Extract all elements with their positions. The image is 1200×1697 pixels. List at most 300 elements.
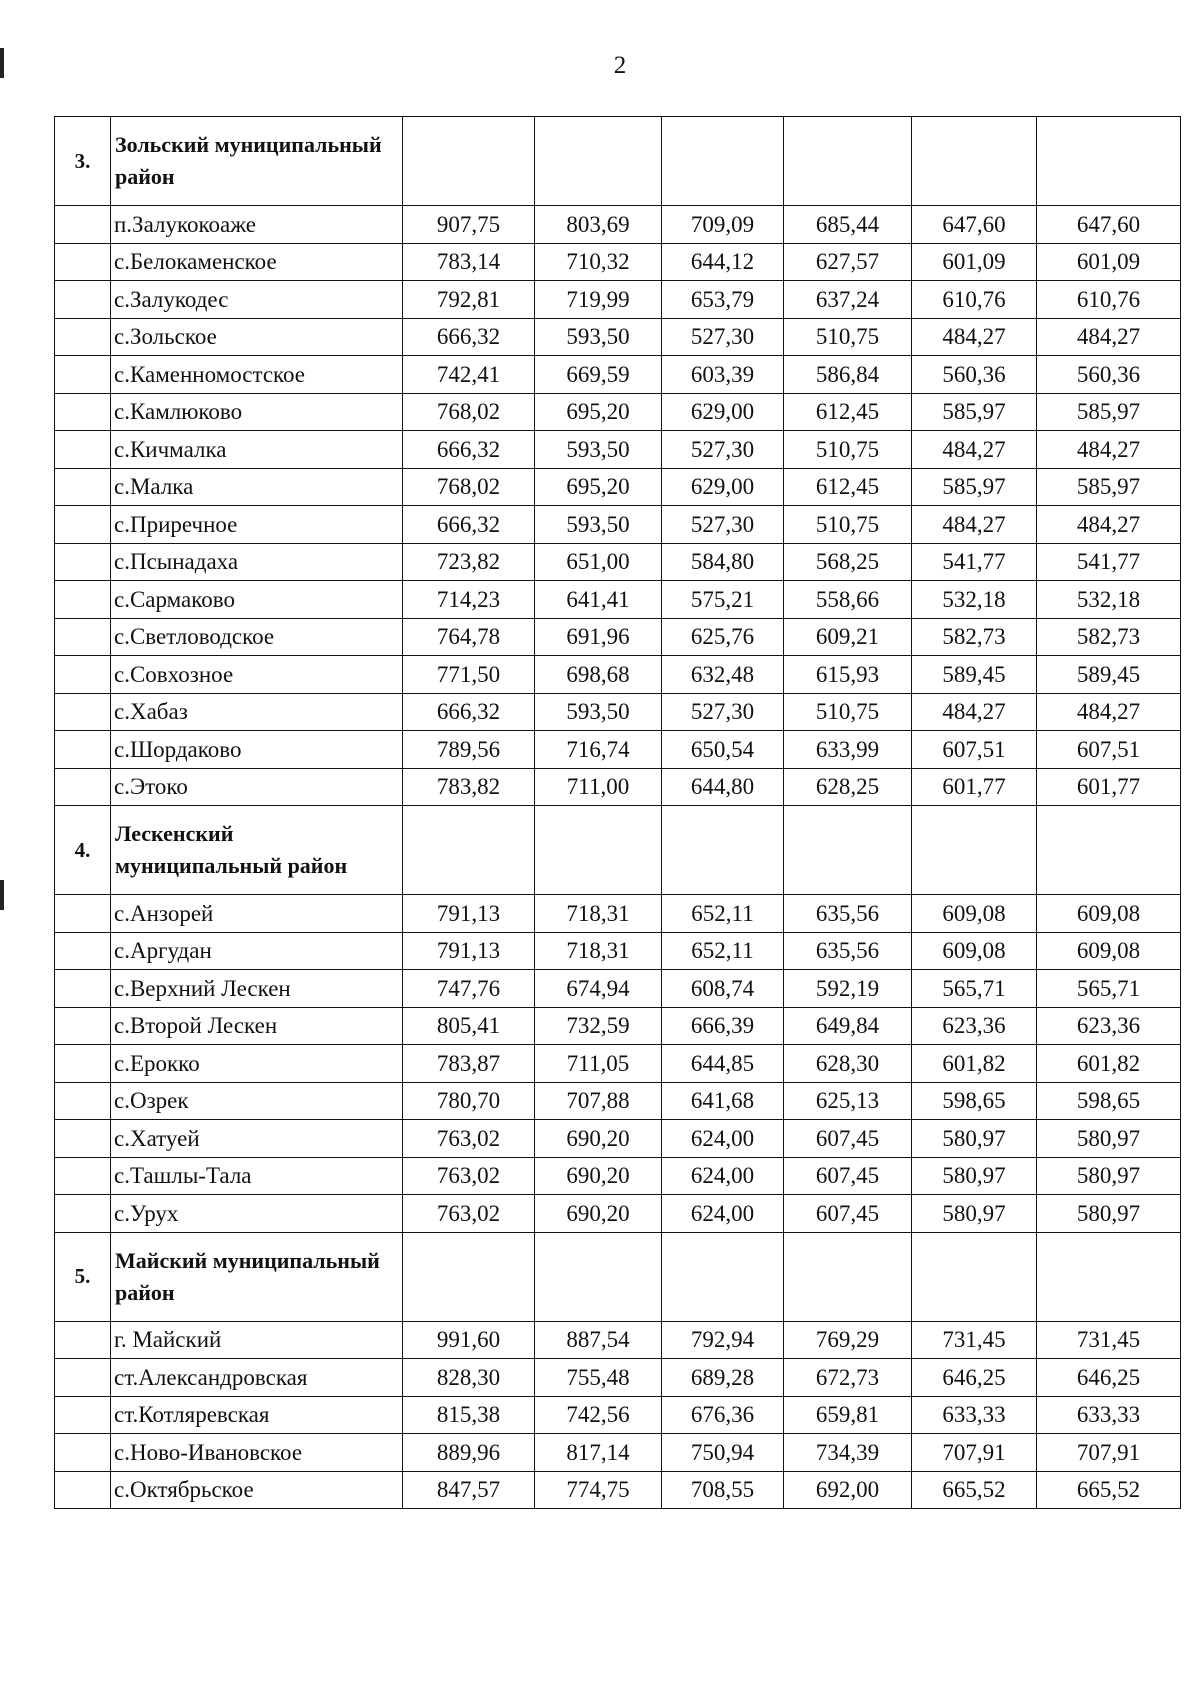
tariff-value: 707,91 xyxy=(912,1434,1037,1472)
tariff-value: 887,54 xyxy=(535,1321,662,1359)
locality-name: с.Камлюково xyxy=(111,393,403,431)
page-number: 2 xyxy=(613,52,627,79)
row-index-cell xyxy=(55,1082,111,1120)
tariff-value: 669,59 xyxy=(535,356,662,394)
tariff-value: 609,21 xyxy=(784,618,912,656)
tariff-value: 666,32 xyxy=(403,431,535,469)
tariff-value: 708,55 xyxy=(662,1471,784,1509)
tariff-value: 580,97 xyxy=(912,1157,1037,1195)
empty-cell xyxy=(1037,806,1181,895)
row-index-cell xyxy=(55,1321,111,1359)
tariff-value: 609,08 xyxy=(1037,895,1181,933)
row-index-cell xyxy=(55,431,111,469)
tariff-value: 665,52 xyxy=(912,1471,1037,1509)
tariff-value: 653,79 xyxy=(662,281,784,319)
tariff-value: 763,02 xyxy=(403,1157,535,1195)
section-title: Зольский муниципальный район xyxy=(111,117,403,206)
tariff-value: 615,93 xyxy=(784,656,912,694)
tariff-value: 601,09 xyxy=(912,243,1037,281)
section-index: 3. xyxy=(55,117,111,206)
table-row xyxy=(55,393,1181,431)
tariff-value: 607,45 xyxy=(784,1120,912,1158)
locality-name: с.Малка xyxy=(111,468,403,506)
tariff-value: 580,97 xyxy=(1037,1120,1181,1158)
tariff-value: 585,97 xyxy=(912,393,1037,431)
tariff-value: 585,97 xyxy=(1037,393,1181,431)
locality-name: с.Хабаз xyxy=(111,693,403,731)
section-header-row xyxy=(55,1232,1181,1321)
tariff-value: 791,13 xyxy=(403,895,535,933)
tariff-value: 763,02 xyxy=(403,1195,535,1233)
table-row xyxy=(55,1007,1181,1045)
locality-name: с.Озрек xyxy=(111,1082,403,1120)
section-title: Лескенский муниципальный район xyxy=(111,806,403,895)
locality-name: п.Залукокоаже xyxy=(111,206,403,244)
tariff-value: 651,00 xyxy=(535,543,662,581)
tariff-value: 609,08 xyxy=(1037,932,1181,970)
row-index-cell xyxy=(55,895,111,933)
table-row xyxy=(55,656,1181,694)
tariff-value: 690,20 xyxy=(535,1157,662,1195)
tariff-value: 609,08 xyxy=(912,895,1037,933)
row-index-cell xyxy=(55,356,111,394)
tariff-value: 598,65 xyxy=(1037,1082,1181,1120)
tariff-value: 652,11 xyxy=(662,932,784,970)
locality-name: с.Зольское xyxy=(111,318,403,356)
locality-name: с.Этоко xyxy=(111,768,403,806)
table-row xyxy=(55,318,1181,356)
tariff-value: 750,94 xyxy=(662,1434,784,1472)
tariff-value: 747,76 xyxy=(403,970,535,1008)
tariff-value: 676,36 xyxy=(662,1396,784,1434)
tariff-value: 652,11 xyxy=(662,895,784,933)
tariff-value: 783,82 xyxy=(403,768,535,806)
tariff-value: 666,32 xyxy=(403,693,535,731)
empty-cell xyxy=(912,1232,1037,1321)
row-index-cell xyxy=(55,318,111,356)
row-index-cell xyxy=(55,731,111,769)
tariff-value: 607,51 xyxy=(1037,731,1181,769)
tariff-value: 575,21 xyxy=(662,581,784,619)
tariff-value: 580,97 xyxy=(1037,1195,1181,1233)
tariff-value: 510,75 xyxy=(784,431,912,469)
locality-name: с.Кичмалка xyxy=(111,431,403,469)
tariff-value: 612,45 xyxy=(784,393,912,431)
tariff-value: 510,75 xyxy=(784,506,912,544)
table-row xyxy=(55,1157,1181,1195)
table-row xyxy=(55,618,1181,656)
tariff-value: 698,68 xyxy=(535,656,662,694)
tariff-value: 603,39 xyxy=(662,356,784,394)
tariff-value: 789,56 xyxy=(403,731,535,769)
locality-name: с.Урух xyxy=(111,1195,403,1233)
tariff-value: 665,52 xyxy=(1037,1471,1181,1509)
tariff-value: 635,56 xyxy=(784,932,912,970)
tariff-value: 592,19 xyxy=(784,970,912,1008)
locality-name: с.Второй Лескен xyxy=(111,1007,403,1045)
tariff-value: 649,84 xyxy=(784,1007,912,1045)
tariff-value: 707,88 xyxy=(535,1082,662,1120)
table-row xyxy=(55,206,1181,244)
table-row xyxy=(55,1120,1181,1158)
tariff-value: 647,60 xyxy=(1037,206,1181,244)
tariff-value: 768,02 xyxy=(403,393,535,431)
tariff-value: 582,73 xyxy=(912,618,1037,656)
tariff-value: 718,31 xyxy=(535,932,662,970)
tariff-value: 629,00 xyxy=(662,393,784,431)
locality-name: с.Ерокко xyxy=(111,1045,403,1083)
tariff-value: 666,39 xyxy=(662,1007,784,1045)
empty-cell xyxy=(535,806,662,895)
tariff-value: 641,41 xyxy=(535,581,662,619)
table-row xyxy=(55,1195,1181,1233)
tariff-value: 527,30 xyxy=(662,431,784,469)
locality-name: с.Ново-Ивановское xyxy=(111,1434,403,1472)
tariff-value: 593,50 xyxy=(535,431,662,469)
tariff-value: 510,75 xyxy=(784,318,912,356)
empty-cell xyxy=(535,1232,662,1321)
tariff-table xyxy=(54,116,1181,1509)
row-index-cell xyxy=(55,506,111,544)
tariff-value: 637,24 xyxy=(784,281,912,319)
tariff-value: 484,27 xyxy=(1037,506,1181,544)
empty-cell xyxy=(403,117,535,206)
tariff-value: 484,27 xyxy=(912,318,1037,356)
row-index-cell xyxy=(55,1359,111,1397)
tariff-value: 607,45 xyxy=(784,1157,912,1195)
tariff-value: 641,68 xyxy=(662,1082,784,1120)
tariff-value: 633,33 xyxy=(912,1396,1037,1434)
table-row xyxy=(55,1082,1181,1120)
locality-name: с.Аргудан xyxy=(111,932,403,970)
tariff-value: 593,50 xyxy=(535,693,662,731)
locality-name: с.Каменномостское xyxy=(111,356,403,394)
table-row xyxy=(55,1396,1181,1434)
tariff-value: 625,76 xyxy=(662,618,784,656)
scan-edge-mark-middle xyxy=(0,880,4,910)
tariff-value: 633,33 xyxy=(1037,1396,1181,1434)
tariff-value: 585,97 xyxy=(1037,468,1181,506)
tariff-value: 484,27 xyxy=(912,506,1037,544)
tariff-value: 580,97 xyxy=(912,1195,1037,1233)
table-row xyxy=(55,1045,1181,1083)
tariff-value: 803,69 xyxy=(535,206,662,244)
empty-cell xyxy=(662,117,784,206)
tariff-value: 780,70 xyxy=(403,1082,535,1120)
tariff-value: 628,25 xyxy=(784,768,912,806)
tariff-value: 691,96 xyxy=(535,618,662,656)
locality-name: с.Анзорей xyxy=(111,895,403,933)
table-row xyxy=(55,693,1181,731)
locality-name: с.Сармаково xyxy=(111,581,403,619)
tariff-value: 565,71 xyxy=(1037,970,1181,1008)
row-index-cell xyxy=(55,281,111,319)
table-row xyxy=(55,731,1181,769)
section-header-row xyxy=(55,806,1181,895)
tariff-value: 828,30 xyxy=(403,1359,535,1397)
empty-cell xyxy=(784,117,912,206)
tariff-value: 734,39 xyxy=(784,1434,912,1472)
tariff-value: 731,45 xyxy=(912,1321,1037,1359)
table-row xyxy=(55,468,1181,506)
tariff-value: 769,29 xyxy=(784,1321,912,1359)
tariff-value: 629,00 xyxy=(662,468,784,506)
locality-name: с.Совхозное xyxy=(111,656,403,694)
tariff-value: 690,20 xyxy=(535,1120,662,1158)
tariff-value: 709,09 xyxy=(662,206,784,244)
table-row xyxy=(55,1434,1181,1472)
tariff-value: 783,14 xyxy=(403,243,535,281)
tariff-value: 731,45 xyxy=(1037,1321,1181,1359)
row-index-cell xyxy=(55,393,111,431)
tariff-value: 690,20 xyxy=(535,1195,662,1233)
tariff-value: 589,45 xyxy=(1037,656,1181,694)
tariff-value: 612,45 xyxy=(784,468,912,506)
tariff-value: 593,50 xyxy=(535,506,662,544)
empty-cell xyxy=(784,806,912,895)
tariff-value: 601,82 xyxy=(1037,1045,1181,1083)
tariff-value: 692,00 xyxy=(784,1471,912,1509)
tariff-value: 560,36 xyxy=(912,356,1037,394)
tariff-value: 695,20 xyxy=(535,393,662,431)
tariff-value: 623,36 xyxy=(1037,1007,1181,1045)
locality-name: с.Верхний Лескен xyxy=(111,970,403,1008)
tariff-value: 623,36 xyxy=(912,1007,1037,1045)
tariff-value: 718,31 xyxy=(535,895,662,933)
empty-cell xyxy=(535,117,662,206)
empty-cell xyxy=(912,806,1037,895)
tariff-value: 558,66 xyxy=(784,581,912,619)
tariff-value: 527,30 xyxy=(662,506,784,544)
row-index-cell xyxy=(55,656,111,694)
tariff-value: 817,14 xyxy=(535,1434,662,1472)
tariff-value: 484,27 xyxy=(1037,318,1181,356)
tariff-value: 484,27 xyxy=(912,693,1037,731)
tariff-value: 584,80 xyxy=(662,543,784,581)
tariff-value: 609,08 xyxy=(912,932,1037,970)
row-index-cell xyxy=(55,206,111,244)
empty-cell xyxy=(784,1232,912,1321)
tariff-value: 791,13 xyxy=(403,932,535,970)
tariff-value: 580,97 xyxy=(1037,1157,1181,1195)
section-index: 4. xyxy=(55,806,111,895)
row-index-cell xyxy=(55,768,111,806)
tariff-value: 685,44 xyxy=(784,206,912,244)
tariff-value: 628,30 xyxy=(784,1045,912,1083)
row-index-cell xyxy=(55,1007,111,1045)
empty-cell xyxy=(662,806,784,895)
tariff-value: 666,32 xyxy=(403,506,535,544)
table-row xyxy=(55,581,1181,619)
tariff-value: 774,75 xyxy=(535,1471,662,1509)
tariff-value: 484,27 xyxy=(912,431,1037,469)
locality-name: с.Шордаково xyxy=(111,731,403,769)
tariff-value: 792,81 xyxy=(403,281,535,319)
empty-cell xyxy=(403,1232,535,1321)
tariff-value: 601,77 xyxy=(912,768,1037,806)
locality-name: с.Октябрьское xyxy=(111,1471,403,1509)
locality-name: с.Ташлы-Тала xyxy=(111,1157,403,1195)
tariff-value: 771,50 xyxy=(403,656,535,694)
tariff-value: 580,97 xyxy=(912,1120,1037,1158)
tariff-value: 610,76 xyxy=(912,281,1037,319)
table-row xyxy=(55,970,1181,1008)
tariff-value: 710,32 xyxy=(535,243,662,281)
tariff-value: 632,48 xyxy=(662,656,784,694)
tariff-value: 889,96 xyxy=(403,1434,535,1472)
tariff-value: 732,59 xyxy=(535,1007,662,1045)
section-title: Майский муниципальный район xyxy=(111,1232,403,1321)
tariff-value: 633,99 xyxy=(784,731,912,769)
tariff-value: 714,23 xyxy=(403,581,535,619)
tariff-value: 711,05 xyxy=(535,1045,662,1083)
tariff-value: 672,73 xyxy=(784,1359,912,1397)
tariff-value: 624,00 xyxy=(662,1157,784,1195)
tariff-value: 723,82 xyxy=(403,543,535,581)
tariff-value: 541,77 xyxy=(912,543,1037,581)
tariff-value: 646,25 xyxy=(1037,1359,1181,1397)
tariff-value: 568,25 xyxy=(784,543,912,581)
tariff-value: 541,77 xyxy=(1037,543,1181,581)
tariff-value: 532,18 xyxy=(1037,581,1181,619)
tariff-value: 742,41 xyxy=(403,356,535,394)
locality-name: г. Майский xyxy=(111,1321,403,1359)
tariff-value: 598,65 xyxy=(912,1082,1037,1120)
tariff-value: 768,02 xyxy=(403,468,535,506)
tariff-value: 742,56 xyxy=(535,1396,662,1434)
tariff-value: 644,12 xyxy=(662,243,784,281)
row-index-cell xyxy=(55,1434,111,1472)
table-row xyxy=(55,543,1181,581)
row-index-cell xyxy=(55,970,111,1008)
locality-name: ст.Котляревская xyxy=(111,1396,403,1434)
table-row xyxy=(55,243,1181,281)
tariff-value: 907,75 xyxy=(403,206,535,244)
table-row xyxy=(55,506,1181,544)
row-index-cell xyxy=(55,1045,111,1083)
tariff-value: 991,60 xyxy=(403,1321,535,1359)
tariff-value: 674,94 xyxy=(535,970,662,1008)
locality-name: с.Белокаменское xyxy=(111,243,403,281)
row-index-cell xyxy=(55,543,111,581)
locality-name: ст.Александровская xyxy=(111,1359,403,1397)
tariff-value: 755,48 xyxy=(535,1359,662,1397)
row-index-cell xyxy=(55,581,111,619)
tariff-value: 601,82 xyxy=(912,1045,1037,1083)
tariff-value: 627,57 xyxy=(784,243,912,281)
tariff-value: 610,76 xyxy=(1037,281,1181,319)
empty-cell xyxy=(912,117,1037,206)
table-row xyxy=(55,356,1181,394)
table-row xyxy=(55,1359,1181,1397)
tariff-value: 532,18 xyxy=(912,581,1037,619)
tariff-value: 601,09 xyxy=(1037,243,1181,281)
empty-cell xyxy=(1037,1232,1181,1321)
tariff-value: 624,00 xyxy=(662,1120,784,1158)
row-index-cell xyxy=(55,1157,111,1195)
tariff-value: 582,73 xyxy=(1037,618,1181,656)
section-header-row xyxy=(55,117,1181,206)
tariff-value: 647,60 xyxy=(912,206,1037,244)
tariff-value: 560,36 xyxy=(1037,356,1181,394)
tariff-value: 847,57 xyxy=(403,1471,535,1509)
tariff-value: 593,50 xyxy=(535,318,662,356)
row-index-cell xyxy=(55,693,111,731)
tariff-value: 659,81 xyxy=(784,1396,912,1434)
tariff-value: 586,84 xyxy=(784,356,912,394)
tariff-value: 711,00 xyxy=(535,768,662,806)
tariff-value: 695,20 xyxy=(535,468,662,506)
table-row xyxy=(55,768,1181,806)
tariff-value: 601,77 xyxy=(1037,768,1181,806)
row-index-cell xyxy=(55,618,111,656)
tariff-value: 484,27 xyxy=(1037,693,1181,731)
row-index-cell xyxy=(55,243,111,281)
tariff-value: 589,45 xyxy=(912,656,1037,694)
section-index: 5. xyxy=(55,1232,111,1321)
tariff-value: 585,97 xyxy=(912,468,1037,506)
locality-name: с.Псынадаха xyxy=(111,543,403,581)
tariff-value: 624,00 xyxy=(662,1195,784,1233)
tariff-value: 815,38 xyxy=(403,1396,535,1434)
empty-cell xyxy=(662,1232,784,1321)
locality-name: с.Приречное xyxy=(111,506,403,544)
tariff-value: 646,25 xyxy=(912,1359,1037,1397)
tariff-value: 608,74 xyxy=(662,970,784,1008)
tariff-value: 635,56 xyxy=(784,895,912,933)
row-index-cell xyxy=(55,1471,111,1509)
tariff-value: 716,74 xyxy=(535,731,662,769)
locality-name: с.Залукодес xyxy=(111,281,403,319)
tariff-value: 783,87 xyxy=(403,1045,535,1083)
row-index-cell xyxy=(55,1396,111,1434)
tariff-value: 763,02 xyxy=(403,1120,535,1158)
table-row xyxy=(55,1471,1181,1509)
tariff-value: 666,32 xyxy=(403,318,535,356)
tariff-value: 527,30 xyxy=(662,693,784,731)
row-index-cell xyxy=(55,1195,111,1233)
tariff-value: 510,75 xyxy=(784,693,912,731)
table-row xyxy=(55,932,1181,970)
table-row xyxy=(55,895,1181,933)
tariff-value: 565,71 xyxy=(912,970,1037,1008)
tariff-table-body xyxy=(55,117,1181,1509)
tariff-value: 707,91 xyxy=(1037,1434,1181,1472)
empty-cell xyxy=(1037,117,1181,206)
tariff-value: 625,13 xyxy=(784,1082,912,1120)
empty-cell xyxy=(403,806,535,895)
tariff-value: 689,28 xyxy=(662,1359,784,1397)
tariff-value: 607,45 xyxy=(784,1195,912,1233)
locality-name: с.Хатуей xyxy=(111,1120,403,1158)
tariff-value: 607,51 xyxy=(912,731,1037,769)
table-row xyxy=(55,1321,1181,1359)
table-row xyxy=(55,281,1181,319)
tariff-value: 792,94 xyxy=(662,1321,784,1359)
tariff-value: 650,54 xyxy=(662,731,784,769)
row-index-cell xyxy=(55,1120,111,1158)
tariff-value: 484,27 xyxy=(1037,431,1181,469)
locality-name: с.Светловодское xyxy=(111,618,403,656)
table-row xyxy=(55,431,1181,469)
tariff-value: 644,85 xyxy=(662,1045,784,1083)
tariff-value: 805,41 xyxy=(403,1007,535,1045)
tariff-value: 719,99 xyxy=(535,281,662,319)
row-index-cell xyxy=(55,932,111,970)
row-index-cell xyxy=(55,468,111,506)
tariff-value: 527,30 xyxy=(662,318,784,356)
tariff-value: 644,80 xyxy=(662,768,784,806)
